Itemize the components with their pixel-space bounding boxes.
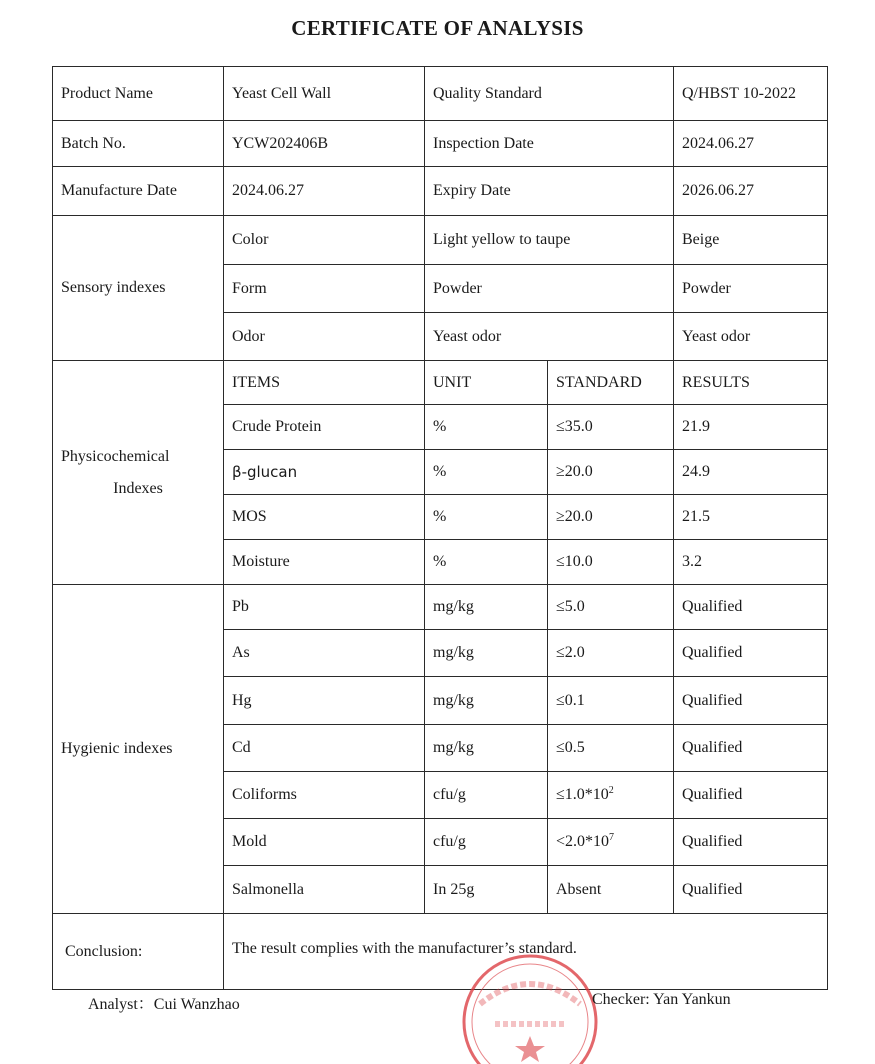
inspection-date-label: Inspection Date — [425, 121, 674, 167]
item-cell: Crude Protein — [224, 405, 425, 450]
table-row — [53, 585, 828, 630]
batch-value: YCW202406B — [224, 121, 425, 167]
manufacture-date-row — [53, 167, 828, 216]
sensory-standard: Yeast odor — [425, 313, 674, 361]
batch-label: Batch No. — [53, 121, 224, 167]
product-name-row — [53, 67, 828, 121]
result-cell: 3.2 — [674, 540, 828, 585]
conclusion-row — [53, 914, 828, 990]
expiry-date-value: 2026.06.27 — [674, 167, 828, 216]
manufacture-date-value: 2024.06.27 — [224, 167, 425, 216]
item-cell: Moisture — [224, 540, 425, 585]
item-cell: MOS — [224, 495, 425, 540]
sensory-item: Odor — [224, 313, 425, 361]
item-cell: Cd — [224, 725, 425, 772]
unit-cell: cfu/g — [425, 819, 548, 866]
standard-column-header: STANDARD — [548, 361, 674, 405]
unit-cell: % — [425, 450, 548, 495]
conclusion-label: Conclusion: — [53, 914, 224, 990]
conclusion-text: The result complies with the manufacturer’s standard. — [224, 914, 828, 990]
sensory-standard: Light yellow to taupe — [425, 216, 674, 265]
item-cell: Pb — [224, 585, 425, 630]
standard-cell: ≤5.0 — [548, 585, 674, 630]
standard-cell — [548, 772, 674, 819]
results-column-header: RESULTS — [674, 361, 828, 405]
unit-cell: In 25g — [425, 866, 548, 914]
sensory-result: Beige — [674, 216, 828, 265]
standard-cell: ≤0.5 — [548, 725, 674, 772]
sensory-item: Color — [224, 216, 425, 265]
physicochemical-header-row — [53, 361, 828, 405]
result-cell: Qualified — [674, 866, 828, 914]
quality-standard-label: Quality Standard — [425, 67, 674, 121]
result-cell: 21.5 — [674, 495, 828, 540]
unit-cell: mg/kg — [425, 677, 548, 725]
item-cell: Hg — [224, 677, 425, 725]
standard-cell: ≤0.1 — [548, 677, 674, 725]
result-cell: Qualified — [674, 819, 828, 866]
sensory-row — [53, 216, 828, 265]
item-cell: Coliforms — [224, 772, 425, 819]
physicochemical-label-line1: Physicochemical — [61, 447, 170, 465]
item-cell: As — [224, 630, 425, 677]
result-cell: Qualified — [674, 630, 828, 677]
inspection-date-value: 2024.06.27 — [674, 121, 828, 167]
standard-cell: Absent — [548, 866, 674, 914]
standard-exponent: 2 — [608, 785, 614, 796]
standard-base: ≤1.0*10 — [556, 786, 609, 803]
item-cell: Salmonella — [224, 866, 425, 914]
manufacture-date-label: Manufacture Date — [53, 167, 224, 216]
sensory-result: Powder — [674, 265, 828, 313]
result-cell: 24.9 — [674, 450, 828, 495]
standard-exponent: 7 — [609, 832, 615, 843]
unit-cell: mg/kg — [425, 585, 548, 630]
document-title: CERTIFICATE OF ANALYSIS — [291, 16, 584, 40]
checker-signature: Checker: Yan Yankun — [592, 991, 731, 1008]
item-cell: β-glucan — [224, 450, 425, 495]
sensory-item: Form — [224, 265, 425, 313]
standard-base: <2.0*10 — [556, 833, 610, 850]
result-cell: Qualified — [674, 585, 828, 630]
unit-cell: mg/kg — [425, 630, 548, 677]
items-column-header: ITEMS — [224, 361, 425, 405]
standard-cell: ≤35.0 — [548, 405, 674, 450]
unit-cell: % — [425, 495, 548, 540]
standard-cell: ≥20.0 — [548, 450, 674, 495]
result-cell: 21.9 — [674, 405, 828, 450]
seal-star-icon — [515, 1036, 545, 1062]
hygienic-section-label: Hygienic indexes — [53, 585, 224, 914]
quality-standard-value: Q/HBST 10-2022 — [674, 67, 828, 121]
certificate-table — [52, 66, 828, 990]
unit-cell: % — [425, 405, 548, 450]
product-name-value: Yeast Cell Wall — [224, 67, 425, 121]
standard-cell: ≤10.0 — [548, 540, 674, 585]
batch-row — [53, 121, 828, 167]
unit-cell: cfu/g — [425, 772, 548, 819]
unit-cell: mg/kg — [425, 725, 548, 772]
standard-cell: ≥20.0 — [548, 495, 674, 540]
physicochemical-label-line2: Indexes — [113, 479, 163, 497]
standard-cell: ≤2.0 — [548, 630, 674, 677]
unit-cell: % — [425, 540, 548, 585]
sensory-standard: Powder — [425, 265, 674, 313]
sensory-section-label: Sensory indexes — [53, 216, 224, 361]
result-cell: Qualified — [674, 772, 828, 819]
result-cell: Qualified — [674, 725, 828, 772]
unit-column-header: UNIT — [425, 361, 548, 405]
standard-cell — [548, 819, 674, 866]
sensory-result: Yeast odor — [674, 313, 828, 361]
result-cell: Qualified — [674, 677, 828, 725]
physicochemical-section-label — [53, 361, 224, 585]
item-cell: Mold — [224, 819, 425, 866]
analyst-signature: Analyst：Cui Wanzhao — [88, 996, 240, 1013]
expiry-date-label: Expiry Date — [425, 167, 674, 216]
product-name-label: Product Name — [53, 67, 224, 121]
